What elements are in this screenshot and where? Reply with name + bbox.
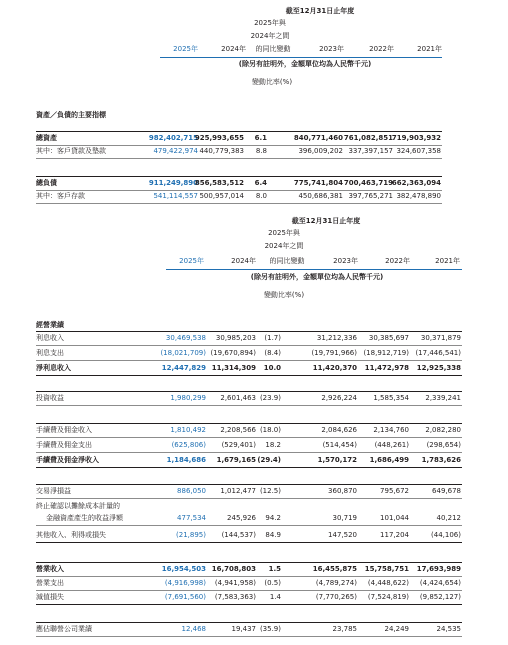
bottom-cell-v2023: 30,719: [332, 514, 357, 522]
top-row-label: 其中：客戶貸款及墊款: [36, 147, 106, 155]
top-col-change: 的同比變動: [255, 45, 291, 53]
bottom-cell-chg: 10.0: [263, 364, 281, 372]
bottom-cell-v2022: 24,249: [384, 625, 409, 633]
top-cell-chg: 8.8: [255, 147, 267, 155]
bottom-cell-v2024: (529,401): [221, 441, 256, 449]
top-cell-chg: 6.1: [254, 134, 267, 142]
bottom-cell-v2025: (21,895): [176, 531, 206, 539]
top-col-2024: 2024年: [221, 45, 246, 53]
bottom-cell-chg: (29.4): [257, 456, 281, 464]
top-row-rule: [36, 145, 442, 146]
bottom-section-title: 經營業績: [36, 321, 64, 329]
bottom-cell-v2022: 11,472,978: [364, 364, 409, 372]
top-cell-v2025: 479,422,974: [153, 147, 198, 155]
bottom-cell-v2021: (298,654): [426, 441, 461, 449]
bottom-cell-v2021: (4,424,654): [419, 579, 461, 587]
bottom-cell-v2024: 2,208,566: [220, 426, 256, 434]
bottom-row-top-rule: [36, 562, 462, 563]
top-cell-v2022: 761,082,851: [343, 134, 393, 142]
bottom-cell-chg: (18.0): [259, 426, 281, 434]
bottom-cell-v2022: 117,204: [380, 531, 409, 539]
bottom-col-2025: 2025年: [179, 257, 204, 265]
bottom-cell-v2025: 1,810,492: [170, 426, 206, 434]
bottom-cell-v2022: (448,261): [374, 441, 409, 449]
bottom-cell-v2023: 1,570,172: [317, 456, 357, 464]
bottom-row-rule: [36, 542, 462, 543]
top-cell-v2025: 982,402,715: [148, 134, 198, 142]
bottom-cell-v2022: 2,134,760: [373, 426, 409, 434]
bottom-row-label: 利息收入: [36, 334, 64, 342]
bottom-cell-v2023: (19,791,966): [311, 349, 357, 357]
top-header-line3: 2024年之間: [250, 32, 290, 40]
bottom-cell-v2023: (7,770,265): [315, 593, 357, 601]
bottom-cell-chg: (0.5): [264, 579, 281, 587]
bottom-cell-v2024: 1,679,165: [216, 456, 256, 464]
bottom-cell-v2025: (18,021,709): [160, 349, 206, 357]
bottom-row-top-rule: [36, 423, 462, 424]
bottom-cell-v2023: (514,454): [322, 441, 357, 449]
bottom-col-2024: 2024年: [231, 257, 256, 265]
bottom-row-label: 營業收入: [36, 565, 64, 573]
bottom-row-rule: [36, 576, 462, 577]
bottom-cell-v2025: (625,806): [171, 441, 206, 449]
top-row-label: 總資產: [36, 134, 57, 142]
bottom-cell-v2025: 886,050: [177, 487, 206, 495]
bottom-row-rule: [36, 525, 462, 526]
top-cell-v2024: 925,993,655: [194, 134, 244, 142]
bottom-cell-v2024: 2,601,463: [220, 394, 256, 402]
bottom-row-rule: [36, 636, 462, 637]
bottom-row-top-rule: [36, 622, 462, 623]
bottom-cell-v2025: 16,954,503: [161, 565, 206, 573]
bottom-cell-v2025: 1,980,299: [170, 394, 206, 402]
bottom-cell-v2021: 2,082,280: [425, 426, 461, 434]
bottom-cell-v2022: 795,672: [380, 487, 409, 495]
bottom-cell-v2021: 2,339,241: [425, 394, 461, 402]
top-row-rule: [36, 203, 442, 204]
bottom-row-top-rule: [36, 484, 462, 485]
bottom-cell-v2021: (9,852,127): [419, 593, 461, 601]
bottom-cell-v2025: 30,469,538: [165, 334, 206, 342]
bottom-row-label: 利息支出: [36, 349, 64, 357]
top-cell-v2022: 397,765,271: [348, 192, 393, 200]
top-cell-v2021: 719,903,932: [391, 134, 441, 142]
bottom-cell-chg: (12.5): [259, 487, 281, 495]
bottom-unit-note: (除另有註明外，金額單位均為人民幣千元): [250, 273, 384, 281]
bottom-header-rule: [166, 269, 462, 270]
bottom-cell-v2023: 23,785: [332, 625, 357, 633]
bottom-row-rule: [36, 604, 462, 605]
bottom-cell-chg: 84.9: [265, 531, 281, 539]
bottom-row-label: 交易淨損益: [36, 487, 71, 495]
top-header-line2: 2025年與: [254, 19, 286, 27]
bottom-cell-v2023: 360,870: [328, 487, 357, 495]
top-cell-v2023: 396,009,202: [298, 147, 343, 155]
bottom-cell-v2021: (44,106): [431, 531, 461, 539]
bottom-cell-v2025: 477,534: [177, 514, 206, 522]
bottom-row-label: 應佔聯營公司業績: [36, 625, 92, 633]
bottom-cell-v2021: 40,212: [436, 514, 461, 522]
bottom-cell-v2023: 147,520: [328, 531, 357, 539]
bottom-row-label-cont: 金融資產產生的收益淨額: [46, 514, 123, 522]
bottom-cell-v2022: (4,448,622): [367, 579, 409, 587]
bottom-cell-chg: 94.2: [265, 514, 281, 522]
top-change-unit: 變動比率(%): [251, 78, 293, 86]
top-cell-v2025: 541,114,557: [153, 192, 198, 200]
top-col-2022: 2022年: [369, 45, 394, 53]
bottom-cell-v2021: 30,371,879: [420, 334, 461, 342]
top-cell-v2025: 911,249,890: [148, 179, 198, 187]
bottom-row-rule: [36, 437, 462, 438]
bottom-cell-v2021: 24,535: [436, 625, 461, 633]
bottom-col-2021: 2021年: [435, 257, 460, 265]
bottom-cell-chg: (35.9): [259, 625, 281, 633]
bottom-row-rule: [36, 375, 462, 376]
bottom-cell-chg: (1.7): [264, 334, 281, 342]
bottom-cell-chg: (23.9): [259, 394, 281, 402]
top-header-period: 截至12月31日止年度: [285, 7, 355, 15]
top-cell-v2024: 440,779,383: [199, 147, 244, 155]
bottom-row-label: 營業支出: [36, 579, 64, 587]
bottom-row-rule: [36, 405, 462, 406]
bottom-change-unit: 變動比率(%): [263, 291, 305, 299]
bottom-cell-v2022: 30,385,697: [368, 334, 409, 342]
bottom-row-rule: [36, 452, 462, 453]
bottom-row-label: 手續費及佣金支出: [36, 441, 92, 449]
top-cell-v2022: 337,397,157: [348, 147, 393, 155]
top-cell-chg: 8.0: [255, 192, 267, 200]
bottom-header-period: 截至12月31日止年度: [291, 217, 361, 225]
bottom-row-rule: [36, 467, 462, 468]
bottom-cell-v2025: 12,447,829: [161, 364, 206, 372]
bottom-header-line3: 2024年之間: [264, 242, 304, 250]
bottom-cell-v2023: 2,084,626: [321, 426, 357, 434]
bottom-cell-v2024: 11,314,309: [211, 364, 256, 372]
bottom-cell-v2023: 11,420,370: [312, 364, 357, 372]
top-col-2023: 2023年: [319, 45, 344, 53]
top-cell-v2021: 382,478,890: [396, 192, 441, 200]
bottom-cell-v2022: 15,758,751: [364, 565, 409, 573]
top-header-rule: [160, 57, 442, 58]
bottom-col-2023: 2023年: [333, 257, 358, 265]
top-cell-v2024: 500,957,014: [199, 192, 244, 200]
top-col-2021: 2021年: [417, 45, 442, 53]
bottom-cell-v2022: (7,524,819): [367, 593, 409, 601]
bottom-cell-v2025: (7,691,560): [164, 593, 206, 601]
bottom-row-rule: [36, 345, 462, 346]
bottom-header-line2: 2025年與: [268, 229, 300, 237]
bottom-row-top-rule: [36, 331, 462, 332]
bottom-cell-v2025: 12,468: [181, 625, 206, 633]
top-cell-v2022: 700,463,719: [343, 179, 393, 187]
bottom-row-label: 終止確認以攤餘成本計量的: [36, 502, 120, 510]
bottom-cell-v2024: 1,012,477: [220, 487, 256, 495]
top-row-label: 總負債: [36, 179, 57, 187]
bottom-cell-v2021: 1,783,626: [421, 456, 461, 464]
bottom-row-rule: [36, 498, 462, 499]
bottom-cell-v2023: 31,212,336: [316, 334, 357, 342]
bottom-cell-v2024: (144,537): [221, 531, 256, 539]
bottom-cell-v2022: (18,912,719): [363, 349, 409, 357]
bottom-cell-v2021: 649,678: [432, 487, 461, 495]
top-cell-chg: 6.4: [254, 179, 267, 187]
bottom-cell-v2023: (4,789,274): [315, 579, 357, 587]
bottom-cell-chg: 18.2: [265, 441, 281, 449]
bottom-cell-v2024: 16,708,803: [211, 565, 256, 573]
bottom-row-label: 投資收益: [36, 394, 64, 402]
bottom-row-rule: [36, 590, 462, 591]
bottom-cell-v2022: 1,585,354: [373, 394, 409, 402]
bottom-cell-v2021: (17,446,541): [415, 349, 461, 357]
bottom-cell-chg: 1.4: [269, 593, 281, 601]
top-cell-v2021: 324,607,358: [396, 147, 441, 155]
bottom-col-2022: 2022年: [385, 257, 410, 265]
bottom-row-top-rule: [36, 391, 462, 392]
top-row-top-rule: [36, 131, 442, 132]
bottom-cell-v2023: 16,455,875: [312, 565, 357, 573]
top-cell-v2023: 840,771,460: [293, 134, 343, 142]
top-row-rule: [36, 158, 442, 159]
top-row-top-rule: [36, 176, 442, 177]
bottom-row-label: 其他收入、利得或損失: [36, 531, 106, 539]
bottom-cell-v2024: 19,437: [231, 625, 256, 633]
top-col-2025: 2025年: [173, 45, 198, 53]
bottom-cell-v2024: 30,985,203: [215, 334, 256, 342]
top-row-label: 其中：客戶存款: [36, 192, 85, 200]
top-cell-v2023: 775,741,804: [293, 179, 343, 187]
bottom-row-label: 手續費及佣金淨收入: [36, 456, 99, 464]
top-cell-v2024: 856,583,512: [194, 179, 244, 187]
bottom-col-change: 的同比變動: [269, 257, 305, 265]
top-cell-v2021: 662,363,094: [391, 179, 441, 187]
bottom-row-label: 淨利息收入: [36, 364, 71, 372]
bottom-cell-v2021: 12,925,338: [416, 364, 461, 372]
bottom-row-rule: [36, 360, 462, 361]
top-row-rule: [36, 190, 442, 191]
bottom-cell-v2024: (19,670,894): [210, 349, 256, 357]
bottom-cell-v2024: (7,583,363): [214, 593, 256, 601]
bottom-row-label: 手續費及佣金收入: [36, 426, 92, 434]
bottom-cell-v2024: 245,926: [227, 514, 256, 522]
bottom-cell-chg: (8.4): [264, 349, 281, 357]
bottom-row-label: 減值損失: [36, 593, 64, 601]
top-cell-v2023: 450,686,381: [298, 192, 343, 200]
top-section-title: 資產／負債的主要指標: [36, 111, 106, 119]
bottom-cell-v2022: 1,686,499: [369, 456, 409, 464]
bottom-cell-v2023: 2,926,224: [321, 394, 357, 402]
bottom-cell-v2024: (4,941,958): [214, 579, 256, 587]
bottom-cell-v2022: 101,044: [380, 514, 409, 522]
bottom-cell-v2025: 1,184,686: [166, 456, 206, 464]
bottom-cell-v2025: (4,916,998): [164, 579, 206, 587]
top-unit-note: (除另有註明外，金額單位均為人民幣千元): [238, 60, 372, 68]
bottom-cell-chg: 1.5: [268, 565, 281, 573]
bottom-cell-v2021: 17,693,989: [416, 565, 461, 573]
